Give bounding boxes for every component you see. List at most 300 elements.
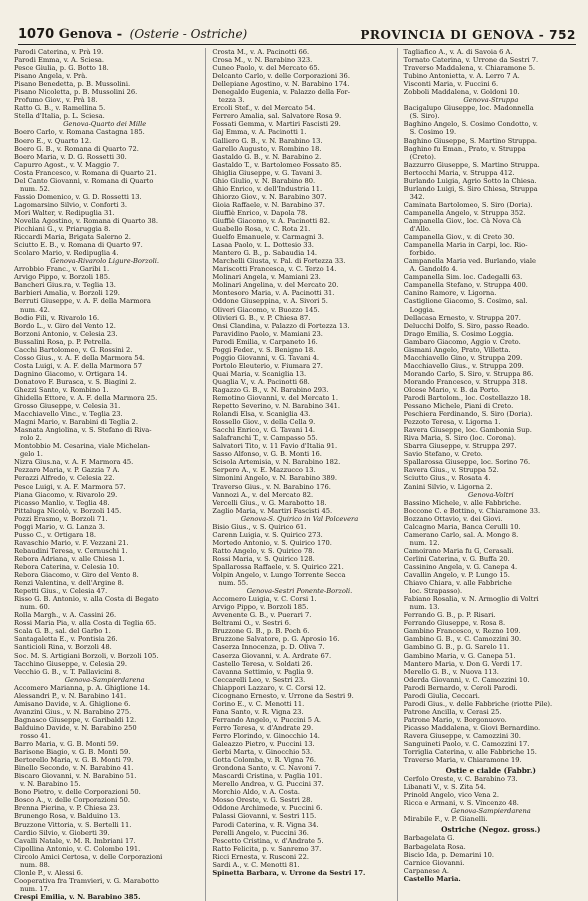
directory-entry: Merello G. B., v. Nuova 113.: [403, 667, 499, 676]
directory-entry: Pisano Nicoletta, p. B. Mussolini 26.: [14, 88, 138, 97]
directory-column-1: [14, 48, 195, 901]
directory-entry: Pesce Luigi, v. A. F. Marmora 57.: [14, 482, 126, 491]
directory-entry: Tornato Caterina, v. Urrone da Sestri 7.: [403, 56, 539, 65]
directory-entry: Pesce Giulia, p. G. Botto 18.: [14, 64, 109, 73]
directory-entry: Garello Augusto, v. Rombino 18.: [212, 144, 322, 153]
directory-entry: Patrone Ancilla, v. Cerasi 25.: [403, 707, 502, 716]
directory-entry: Gambino G. B., p. G. Sarelo 11.: [403, 643, 510, 652]
directory-entry: Montesoro Maria, v. A. Pacinotti 31.: [212, 289, 335, 298]
directory-entry: Tubino Antonietta, v. A. Lerro 7 A.: [403, 72, 520, 81]
directory-entry: Chiappori Lazzaro, v. C. Corsi 12.: [212, 683, 326, 692]
directory-entry: Cerfolo Oreste, v. C. Barabino 73.: [403, 775, 518, 784]
directory-entry: Baghino Giuseppe, S. Martino Struppa.: [403, 136, 538, 145]
directory-entry: Visconti Maria, v. Fuccini 6.: [403, 80, 499, 89]
directory-entry: Profumo Giov., v. Prà 18.: [14, 96, 98, 105]
directory-entry: Avvenente G. B., v. Puerari 7.: [212, 611, 312, 620]
directory-entry: Lagomarsino Silvio, v. Conforti 3.: [14, 200, 128, 209]
directory-entry: Rebaudini Teresa, v. Cernuschi 1.: [14, 546, 128, 555]
directory-entry: num. 17.: [20, 884, 50, 893]
directory-entry: Brenna Pierina, v. P. Chiesa 23.: [14, 804, 120, 813]
directory-entry: Galliero G. B., v. N. Barabino 13.: [212, 136, 323, 145]
directory-entry: Serpero A., v. E. Mazzucco 13.: [212, 466, 316, 475]
directory-entry: num. 13.: [409, 603, 440, 612]
directory-entry: Oliveri Giacomo, v. Buozzo 145.: [212, 305, 320, 314]
directory-entry: Giuffiè Enrico, v. Dapola 78.: [212, 208, 308, 217]
directory-entry: Repetto Severino, v. N. Barabino 341.: [212, 402, 341, 411]
directory-entry: Savio Stefano, v. Creto.: [403, 450, 483, 459]
section-heading: Genova-Sampierdarena: [450, 807, 531, 816]
directory-entry: Macchiavello Gino, v. Struppa 209.: [403, 353, 523, 362]
directory-entry: (S. Siro).: [409, 112, 440, 121]
directory-entry: Bassino Michele, v. alle Fabbriche.: [403, 498, 522, 507]
directory-entry: Boero Maria, v. D. G. Rossetti 30.: [14, 152, 127, 161]
directory-entry: Prinold Angelo, vico Vena 2.: [403, 791, 499, 800]
directory-entry: Cooperativa fra Tramvieri, v. G. Marabotto: [14, 876, 159, 885]
directory-entry: Alessandri P., v. N. Barabino 141.: [14, 691, 127, 700]
directory-entry: Barbagelata Rosa.: [403, 842, 466, 851]
directory-entry: Sardi A., v. C. Menotti 81.: [212, 860, 300, 869]
directory-entry: Zanini Silvio, v. Ligorna 2.: [403, 482, 493, 491]
directory-entry: Campanella Sim. loc. Cadegalli 63.: [403, 273, 523, 282]
directory-entry: Zobboli Maddalena, v. Goldoni 10.: [403, 88, 520, 97]
directory-entry: Renzi Valentina, v. dell'Argine 8.: [14, 579, 124, 588]
directory-entry: Amisano Davide, v. A. Ghiglione 6.: [14, 699, 131, 708]
directory-entry: Galeazzo Pietro, v. Puccini 13.: [212, 740, 315, 749]
directory-entry: Montobbio M. Cesarina, viale Michelan-: [14, 442, 151, 451]
directory-entry: Fana Santo, v. R. Vigna 23.: [212, 707, 304, 716]
directory-entry: Cardio Silvio, v. Gioberti 39.: [14, 828, 110, 837]
directory-entry: Paravidino Paolo, v. Mamiani 23.: [212, 329, 323, 338]
directory-entry: S. Cosimo 19.: [409, 128, 457, 137]
directory-entry: Ghio Giulio, v. N. Barabino 80.: [212, 176, 316, 185]
directory-entry: Boccone C. e Bottino, v. Chiaramone 33.: [403, 506, 541, 515]
directory-entry: num. 88.: [20, 860, 50, 869]
directory-entry: Scisola Artemisia, v. N. Barabino 182.: [212, 458, 341, 467]
directory-entry: Pusso C., v. Ortigara 18.: [14, 530, 97, 539]
directory-entry: Scala G. B., sal. del Garbo 1.: [14, 627, 111, 636]
directory-entry: Baghino fu Eman., Prato, v. Struppa: [403, 144, 526, 153]
directory-entry: Cosso Gius., v. A. F. della Marmora 54.: [14, 353, 145, 362]
directory-entry: Ragazzo G. B., v. N. Barabino 293.: [212, 385, 329, 394]
page-number-left: 1070: [18, 27, 55, 42]
directory-entry: Vercelli Gius., v. G. Marabotto 18.: [212, 498, 327, 507]
directory-entry: Ravera Giuseppe, loc. Gambonia Sup.: [403, 426, 532, 435]
directory-entry: Campanella Maria in Carpi, loc. Rio-: [403, 241, 528, 250]
directory-entry: Spallarossa Giuseppe, loc. Sorino 76.: [403, 458, 531, 467]
directory-entry: Mirabile F., v. P. Gianelli.: [403, 815, 488, 824]
directory-entry: rosso 41.: [20, 731, 51, 740]
directory-entry: Riva Maria, S. Siro (loc. Corona).: [403, 434, 516, 443]
directory-entry: Cacchi Bartolomeo, v. G. Rossini 2.: [14, 345, 133, 354]
directory-entry: Cuneo Paolo, v. del Mercato 65.: [212, 64, 320, 73]
directory-entry: Arrobbio Franc., v. Garibi 1.: [14, 265, 110, 274]
header-title-left: Genova -: [58, 27, 123, 42]
directory-entry: v. N. Barabino 15.: [20, 780, 81, 789]
section-heading: Genova-Sestri Ponente-Borzoli.: [246, 587, 353, 596]
directory-column-2: [205, 48, 386, 901]
directory-entry: Mariscotti Francesca, v. C. Terzo 14.: [212, 265, 337, 274]
directory-entry: Ravaschio Mario, v. F. Vezzani 21.: [14, 538, 129, 547]
directory-entry: Bussalini Rosa, p. P. Petrella.: [14, 337, 112, 346]
section-heading: Genova-Rivarolo Ligure-Borzoli.: [50, 257, 160, 266]
directory-entry: Boero E., v. Quarto 12.: [14, 136, 92, 145]
directory-entry: Bordo L., v. Giro del Vento 12.: [14, 321, 116, 330]
directory-entry: Dagnino Giacomo, v. Ortigara 14.: [14, 369, 128, 378]
directory-entry: forbido.: [409, 249, 437, 258]
directory-entry: Rebora Caterina, v. Celesia 10.: [14, 563, 119, 571]
directory-entry: Grondona Santo, v. C. Navoni 7.: [212, 764, 321, 773]
directory-entry: Bagnasco Giuseppe, v. Garibaldi 12.: [14, 715, 137, 724]
directory-entry: Remotino Giovanni, v. del Mercato 1.: [212, 394, 338, 403]
directory-entry: Bosco A., v. delle Corporazioni 50.: [14, 796, 131, 805]
section-heading: Genova-Struppa: [463, 96, 519, 105]
directory-entry: Perazzi Alfredo, v. Celesia 22.: [14, 474, 115, 483]
directory-entry: Mori Walter, v. Redipuglia 31.: [14, 208, 115, 217]
directory-entry: Sciutto E. B., v. Romana di Quarto 97.: [14, 241, 143, 250]
directory-entry: Delucchi Dolfo, S. Siro, passo Reado.: [403, 321, 530, 330]
directory-entry: 342.: [409, 192, 425, 201]
directory-entry: Costa Francesco, v. Romana di Quarto 21.: [14, 168, 157, 177]
directory-entry: Santicioli Rina, v. Borzoli 48.: [14, 643, 112, 652]
directory-entry: Gaj Emma, v. A. Pacinotti 1.: [212, 128, 307, 137]
directory-entry: Guelfo Emanuele, v. Carmagni 3.: [212, 233, 324, 242]
directory-entry: Picasso Maddalena, v. Giovi Bernardino.: [403, 723, 541, 732]
directory-entry: Santagaletta E., v. Pontisia 26.: [14, 635, 118, 644]
directory-entry: num. 55.: [218, 579, 249, 588]
directory-entry: Pittaluga Nicolò, v. Borzoli 145.: [14, 506, 122, 515]
directory-entry: Campanella Maria ved. Burlando, viale: [403, 257, 536, 266]
directory-entry: Bisio Gius., v. S. Quirico 61.: [212, 522, 307, 531]
directory-entry: Cerlini Caterina, v. G. Buffa 20.: [403, 554, 510, 563]
directory-entry: Costa Luigi, v. A. F. della Marmora 57: [14, 361, 142, 370]
directory-entry: Magni Mario, v. Barabini di Teglia 2.: [14, 418, 138, 427]
directory-entry: Bancheri Gius.ra, v. Teglia 13.: [14, 281, 116, 290]
header-title-right: PROVINCIA DI GENOVA -: [360, 28, 545, 42]
directory-entry: Patrone Mario, v. Borgonuovo.: [403, 715, 507, 724]
directory-entry: Gastaldo T., v. Bartolomeo Fossato 85.: [212, 160, 342, 169]
directory-entry: Bertorello Maria, v. G. B. Monti 79.: [14, 756, 134, 765]
directory-entry: Balduino Davide, v. N. Barabino 250: [14, 723, 137, 732]
directory-entry: Ghio Enrico, v. dell'Industria 11.: [212, 184, 323, 193]
directory-entry: Campanella Giov., v. di Creto 30.: [403, 233, 515, 242]
directory-entry: Molinari Angelina, v. del Mercato 20.: [212, 281, 339, 290]
directory-entry: Oddone Archimede, v. Puccini 6.: [212, 804, 323, 813]
directory-entry: Portolo Eleuterio, v. Fiumara 27.: [212, 361, 323, 370]
directory-entry: Volpin Angelo, v. Lungo Torrente Secca: [212, 571, 346, 580]
directory-entry: Barbagelata G.: [403, 834, 455, 843]
directory-entry: Ghiorzo Giov., v. N. Barabino 307.: [212, 192, 327, 201]
directory-entry: Bruzzone G. B., p. B. Poch 6.: [212, 627, 310, 636]
directory-entry: Morchio Aldo, v. A. Costa.: [212, 788, 300, 797]
directory-entry: Traverso Maria, v. Chiaramone 19.: [403, 756, 522, 765]
directory-entry: Biscio Ida, p. Demarini 10.: [403, 850, 495, 859]
directory-entry: Pezzaro Maria, v. P. Gazzia 7 A.: [14, 466, 120, 475]
directory-entry: Crespi Emilia, v. N. Barabino 385.: [14, 892, 141, 901]
directory-entry: Arvigo Pippo, v. Borzoli 185.: [212, 603, 309, 612]
directory-entry: Cassinino Angela, v. G. Canepa 4.: [403, 563, 518, 571]
directory-entry: Accomero Marianna, p. A. Ghiglione 14.: [14, 683, 151, 692]
directory-entry: Caminata Bartolomeo, S. Siro (Doria).: [403, 200, 533, 209]
directory-entry: Poggi Feder., v. S. Benigno 18.: [212, 345, 316, 354]
directory-entry: tezza 3.: [218, 96, 245, 105]
directory-entry: Spallarossa Raffaele, v. S. Quirico 221.: [212, 563, 344, 571]
directory-entry: Parodi Caterina, v. R. Vigna 34.: [212, 820, 319, 829]
directory-entry: Parodi Giulia, Ceccari.: [403, 691, 480, 700]
directory-entry: Carenn Luigia, v. S. Quirico 273.: [212, 530, 323, 539]
directory-entry: Ferrando Angelo, v. Puccini 5 A.: [212, 715, 322, 724]
directory-entry: Berruti Giuseppe, v. A. F. della Marmora: [14, 297, 151, 306]
directory-entry: Picchiani G., v. Priaruggia 8.: [14, 225, 111, 234]
directory-entry: Ratto Angelo, v. S. Quirico 78.: [212, 546, 315, 555]
directory-entry: Gotta Colomba, v. R. Vigna 76.: [212, 756, 317, 765]
directory-entry: Cicognano Ernesto, v. Urrone da Sestri 9.: [212, 691, 354, 700]
directory-entry: Cavalli Natale, v. M. R. Imbriani 17.: [14, 836, 136, 845]
directory-entry: Fassio Domenico, v. G. D. Rossetti 13.: [14, 192, 142, 201]
directory-entry: Sciutto Gius., v. Rosata 4.: [403, 474, 491, 483]
directory-entry: num. 60.: [20, 603, 50, 612]
directory-entry: Pisano Benedetta, p. B. Mussolini.: [14, 80, 131, 89]
directory-entry: Olivieri G. B., v. P. Chiesa 87.: [212, 313, 311, 322]
directory-entry: Masnata Angiolina, v. S. Stefano di Riva-: [14, 426, 152, 435]
directory-entry: Tacchino Giuseppe, v. Celesia 29.: [14, 659, 127, 668]
section-heading: Genova-Voltri: [468, 490, 514, 499]
directory-entry: Mascardi Cristina, v. Paglia 101.: [212, 772, 323, 781]
directory-entry: Tagliafico A., v. A. di Savoia 6 A.: [403, 48, 513, 56]
directory-entry: Canino Ramore, v. Ligorna.: [403, 289, 497, 298]
directory-entry: num. 42.: [20, 305, 50, 314]
directory-entry: Salafranchi T., v. Campasso 55.: [212, 434, 318, 443]
directory-entry: Bruzzone Salvatore, p. G. Aprosio 16.: [212, 635, 340, 644]
directory-entry: Ricca e Armani, v. S. Vincenzo 48.: [403, 799, 519, 808]
directory-entry: Ghezzi Santo, v. Rombino 1.: [14, 385, 109, 394]
directory-entry: Bozzano Ottavio, v. dei Giovi.: [403, 514, 503, 523]
directory-entry: Nizra Gius.na, v. A. F. Marmora 45.: [14, 458, 134, 467]
directory-entry: Bodio Fili, v. Rivarolo 16.: [14, 313, 100, 322]
directory-entry: Cavallin Angelo, v. P. Lungo 15.: [403, 571, 510, 580]
directory-entry: Rebora Giacomo, v. Giro del Vento 8.: [14, 571, 139, 580]
directory-entry: Gismani Angelo, Prato, Villetta.: [403, 345, 511, 354]
directory-entry: Pisano Angela, v. Prà.: [14, 72, 88, 81]
directory-entry: Gambaro Giacomo, Aggio v. Creto.: [403, 337, 521, 346]
directory-entry: Bacigalupo Giuseppe, loc. Madonnella: [403, 104, 534, 113]
directory-entry: Ratto Felicita, p. v. Sanremo 37.: [212, 844, 322, 853]
directory-entry: Ceccarelli Leo, v. Sestri 23.: [212, 675, 306, 684]
directory-entry: Poggi Mario, v. G. Lanza 3.: [14, 522, 105, 531]
directory-entry: Ercoli Stef., v. del Mercato 54.: [212, 104, 316, 113]
directory-entry: Crosa M., v. N. Barabino 323.: [212, 56, 313, 65]
directory-entry: Beltrami O., v. Sestri 6.: [212, 619, 292, 628]
directory-entry: Loggia.: [409, 305, 435, 314]
directory-entry: Circolo Amici Certosa, v. delle Corporazioni: [14, 852, 163, 861]
directory-entry: Borzoni Antonio, v. Celesia 23.: [14, 329, 118, 338]
directory-entry: Parodi Bartolom., loc. Costellazzo 18.: [403, 394, 531, 403]
directory-entry: Vecchio G. B., v. T. Pallavicini 8.: [14, 667, 122, 676]
header-subtitle-left: (Osterie - Ostriche): [129, 27, 248, 41]
directory-entry: Campanella Giov., loc. Cà Nova Cà: [403, 216, 522, 225]
section-heading: Genova-S. Quirico in Val Polcevera: [240, 514, 359, 523]
directory-entry: Libanati V., v. S. Zita 54.: [403, 783, 486, 792]
directory-entry: Campanella Angelo, v. Struppa 352.: [403, 208, 526, 217]
directory-entry: Castello Maria.: [403, 874, 461, 883]
page-header: [18, 22, 576, 45]
directory-entry: Dellepiane Agostino, v. N. Barabino 174.: [212, 80, 350, 89]
directory-entry: Pescetto Cristina, v. d'Andrate 5.: [212, 836, 324, 845]
directory-entry: Oderda Giovanni, v. C. Camozzini 10.: [403, 675, 530, 684]
directory-entry: Sacchi Enrico, v. G. Tavani 14.: [212, 426, 315, 435]
directory-entry: Cavanna Settimio, v. Paglia 9.: [212, 667, 314, 676]
directory-entry: Rossello Giov., v. della Cella 9.: [212, 418, 316, 427]
directory-entry: Accomero Luigia, v. C. Corsi 1.: [212, 595, 317, 604]
directory-entry: Baghino Angelo, S. Cosimo Condotto, v.: [403, 120, 538, 129]
directory-entry: Macchiavello Gius., v. Struppa 209.: [403, 361, 524, 370]
directory-entry: gelo 1.: [20, 450, 43, 459]
directory-entry: Mortedo Antonio, v. S. Quirico 170.: [212, 538, 332, 547]
directory-entry: Denegaldo Eugenia, v. Palazzo della For-: [212, 88, 350, 97]
directory-column-3: [397, 48, 578, 901]
directory-entry: Quai Maria, v. Scaniglia 13.: [212, 369, 307, 378]
directory-entry: Dellacasa Ernesto, v. Struppa 207.: [403, 313, 521, 322]
directory-entry: Barbieri Amalia, v. Borzoli 129.: [14, 289, 120, 298]
directory-entry: Mosso Oreste, v. G. Sestri 28.: [212, 796, 313, 805]
directory-entry: Onsi Clandina, v. Palazzo di Fortezza 13.: [212, 321, 350, 330]
directory-entry: Donatovo F. Burasca, v. S. Biagini 2.: [14, 377, 137, 386]
directory-entry: Boero G. B., v. Romana di Quarto 72.: [14, 144, 139, 153]
directory-entry: Campanella Stefano, v. Struppa 400.: [403, 281, 528, 290]
directory-entry: Brunengo Rosa, v. Balduino 13.: [14, 812, 121, 821]
directory-columns: [14, 48, 578, 901]
directory-entry: Macchiavello Vinc., v. Teglia 23.: [14, 410, 123, 419]
directory-entry: Riccardi Maria, Brigata Salerno 2.: [14, 233, 131, 242]
directory-entry: Parodi Bernardo, v. Ceroli Parodi.: [403, 683, 518, 692]
directory-entry: d'Allo.: [409, 225, 431, 234]
directory-entry: Binello Secondo, v. N. Barabino 41.: [14, 764, 134, 773]
directory-entry: Clonle P., v. Alessi 6.: [14, 868, 84, 877]
directory-entry: Crosta M., v. A. Pacinotti 66.: [212, 48, 310, 56]
directory-entry: Poggio Giovanni, v. G. Tavani 4.: [212, 353, 319, 362]
directory-entry: Ravera Gius., v. Struppa 52.: [403, 466, 499, 475]
directory-entry: Quaglia V., v. A. Pacinotti 68.: [212, 377, 310, 386]
directory-entry: Burlando Luigia, Agrio Sotto la Chiesa.: [403, 176, 537, 185]
directory-entry: Morando Carlo, S. Siro, v. Struppa 86.: [403, 369, 534, 378]
directory-entry: Castiglione Giacomo, S. Cosimo, sal.: [403, 297, 528, 306]
directory-entry: Repetti Gius., v. Celesia 47.: [14, 587, 108, 596]
directory-entry: Guabello Rosa, v. C. Rota 21.: [212, 225, 311, 234]
directory-entry: num. 12.: [409, 538, 440, 547]
directory-entry: Parodi Caterina, v. Prà 19.: [14, 48, 104, 56]
directory-entry: Ferro Teresa, v. d'Andrate 29.: [212, 723, 314, 732]
directory-entry: Ferro Florindo, v. Ginocchio 14.: [212, 731, 320, 740]
directory-entry: num. 52.: [20, 184, 50, 193]
directory-entry: (Creto).: [409, 152, 436, 161]
directory-entry: Sanguineti Paolo, v. C. Camozzini 17.: [403, 740, 530, 749]
directory-entry: Perelli Angelo, v. Puccini 36.: [212, 828, 309, 837]
directory-entry: Bazzurro Giuseppe, S. Martino Struppa.: [403, 160, 540, 169]
directory-entry: Scolaro Mario, v. Redipuglia 4.: [14, 249, 119, 258]
directory-entry: Palassi Giovanni, v. Sestri 115.: [212, 812, 317, 821]
directory-entry: Ricci Ernesta, v. Rusconi 22.: [212, 852, 309, 861]
directory-entry: Boero Carlo, v. Romana Castagna 185.: [14, 128, 145, 137]
directory-entry: Delcanto Carlo, v. delle Corporazioni 36.: [212, 72, 350, 81]
directory-entry: Carpanese A.: [403, 866, 449, 875]
directory-entry: A. Gandolfo 4.: [409, 265, 458, 274]
directory-entry: Gioia Raffaele, v. N. Barabino 37.: [212, 200, 325, 209]
directory-entry: Gambino Maria, v. G. Canepa 51.: [403, 651, 516, 660]
directory-entry: Ferrando Giuseppe, v. Rosa 8.: [403, 619, 506, 628]
page-number-right: 752: [549, 28, 576, 42]
directory-entry: Piana Giacomo, v. Rivarolo 29.: [14, 490, 118, 499]
section-heading: Genova-Sampierdarena: [64, 675, 145, 684]
directory-entry: Gambino G. B., v. C. Camozzini 30.: [403, 635, 522, 644]
directory-entry: Del Canto Giovanni, v. Romana di Quarto: [14, 176, 154, 185]
directory-entry: Gerbi Marta, v. Ginocchio 53.: [212, 748, 313, 757]
directory-entry: Parodi Emilia, v. Carpaneto 16.: [212, 337, 318, 346]
directory-entry: Mantero G. B., p. Sabaudia 14.: [212, 249, 317, 258]
header-right: [360, 28, 576, 42]
directory-entry: Capurro Agost., v. V. Maggio 7.: [14, 160, 120, 169]
directory-entry: loc. Strapasso).: [409, 587, 463, 596]
directory-entry: Caserza Innocenza, p. D. Oliva 7.: [212, 643, 325, 652]
directory-entry: Chiavo Chiara, v. alle Fabbriche: [403, 579, 512, 588]
directory-entry: Ghiglia Giuseppe, v. G. Tavani 3.: [212, 168, 322, 177]
directory-entry: Morando Francesco, v. Struppa 318.: [403, 377, 528, 386]
directory-entry: Parodi Gius., v. delle Fabbriche (riotte Pile).: [403, 699, 553, 708]
directory-entry: Sbarra Giuseppe, v. Struppa 297.: [403, 442, 517, 451]
directory-entry: Rolla Margh., v. A. Cassini 26.: [14, 611, 117, 620]
directory-entry: Olcese Mario, v. B. da Porto.: [403, 385, 500, 394]
directory-entry: Cipollina Antonio, v. C. Colombo 191.: [14, 844, 141, 853]
directory-entry: Giuffiè Giacomo, v. A. Pacinotti 82.: [212, 216, 330, 225]
directory-entry: Sasso Alfonso, v. G. B. Monti 16.: [212, 450, 322, 459]
directory-entry: Gastaldo G. B., v. N. Barabino 2.: [212, 152, 322, 161]
section-heading: Genova-Quarto dei Mille: [63, 120, 147, 129]
header-left: [18, 27, 247, 42]
directory-entry: Pezzoto Teresa, v. Ligorna 1.: [403, 418, 501, 427]
directory-entry: Ravera Giuseppe, v. Camozzini 30.: [403, 731, 521, 740]
directory-entry: Parodi Emma, v. A. Sciesa.: [14, 56, 105, 65]
directory-entry: Fossati Gemma, v. Martiri Fascisti 29.: [212, 120, 341, 129]
directory-entry: Peschiera Ferdinando, S. Siro (Doria).: [403, 410, 533, 419]
directory-entry: rolo 2.: [20, 434, 42, 443]
directory-entry: Mantero Maria, v. Don G. Verdi 17.: [403, 659, 523, 668]
directory-entry: Risso G. B. Antonio, v. alla Costa di Begato: [14, 595, 159, 604]
directory-entry: Calcagno Maria, Banca Cerulli 10.: [403, 522, 521, 531]
directory-entry: Barisone Biagio, v. G. B. Monti 59.: [14, 748, 131, 757]
directory-entry: Rossi Maria Pia, v. alla Costa di Teglia 65.: [14, 619, 157, 628]
directory-entry: Carnice Giovanni.: [403, 858, 465, 867]
directory-entry: Pessano Michele, Piani di Creto.: [403, 402, 514, 411]
directory-entry: Camerano Carlo, sal. A. Mongo 8.: [403, 530, 519, 539]
directory-entry: Salvatori Tito, v. 11 Favio d'Italia 91.: [212, 442, 338, 451]
directory-entry: Pozzi Erasmo, v. Borzoli 71.: [14, 514, 108, 523]
directory-entry: Caserza Giovanni, v. A. Ardrate 67.: [212, 651, 332, 660]
directory-entry: Stella d'Italia, p. L. Sciesa.: [14, 112, 105, 121]
directory-entry: Ratto G. B., v. Ramellina 5.: [14, 104, 106, 113]
directory-entry: Gambino Francesco, v. Rezno 109.: [403, 627, 521, 636]
directory-entry: Vannozi A., v. del Mercato 82.: [212, 490, 314, 499]
directory-entry: Barro Maria, v. G. B. Monti 59.: [14, 740, 119, 749]
directory-entry: Ghidella Ettore, v. A. F. della Marmora 25.: [14, 394, 158, 403]
directory-entry: Marchelli Giusta, v. Pal. di Fortezza 33.: [212, 257, 346, 266]
directory-entry: Burlando Luigi, S. Siro Chiesa, Struppa: [403, 184, 538, 193]
directory-entry: Traverso Maddalena, v. Chiaramone 5.: [403, 64, 535, 73]
directory-entry: Molinari Angela, v. Mamiani 23.: [212, 273, 321, 282]
directory-entry: Castello Teresa, v. Soldati 26.: [212, 659, 313, 668]
directory-entry: Soc. M. S. Artigiani Borzoli, v. Borzoli 105.: [14, 651, 159, 660]
directory-entry: Merello Andrea, v. G. Puccini 37.: [212, 780, 324, 789]
section-heading: Ostie e cialde (Fabbr.): [445, 766, 536, 776]
directory-entry: Picasso Manlio, v. Teglia 48.: [14, 498, 110, 507]
directory-entry: Drago Emilia, S. Cosimo Loggia.: [403, 329, 514, 338]
